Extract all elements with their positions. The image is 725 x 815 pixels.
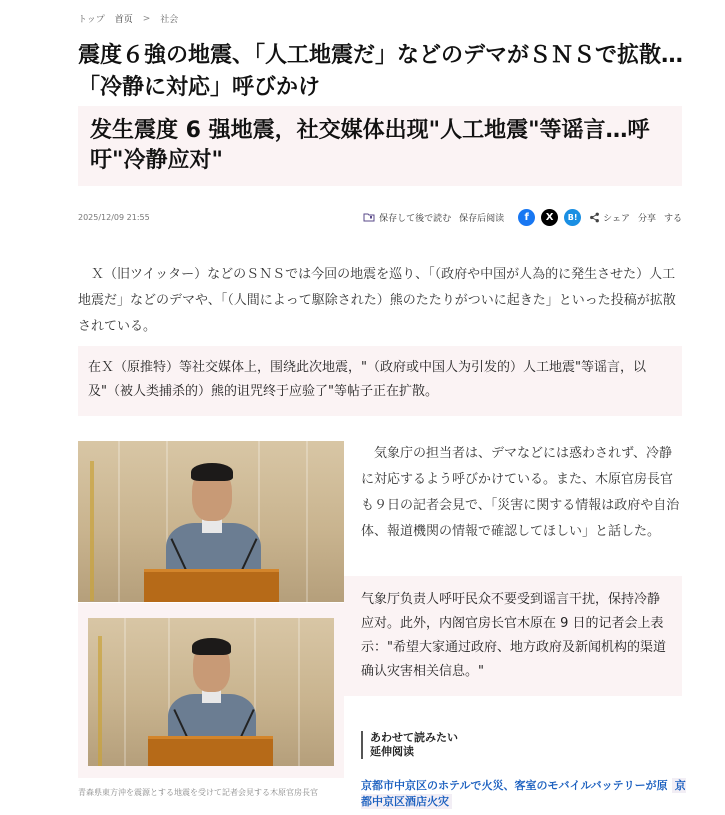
article-title-ja: 震度６強の地震、「人工地震だ」などのデマがＳＮＳで拡散…「冷静に対応」呼びかけ (78, 43, 684, 100)
breadcrumb-home-link[interactable]: 首页 (114, 15, 133, 25)
article-title-zh: 发生震度 6 强地震，社交媒体出现"人工地震"等谣言…呼吁"冷静应对" (78, 106, 682, 186)
article-meta-bar (78, 203, 682, 231)
share-label-zh[interactable]: 分享 (637, 213, 656, 224)
share-button[interactable] (589, 211, 630, 224)
paragraph-1-zh: 在Ｘ（原推特）等社交媒体上，围绕此次地震，"（政府或中国人为引发的）人工地震"等谣言，以及"（被人类捕杀的）熊的诅咒终于应验了"等帖子正在扩散。 (78, 346, 682, 416)
publish-date: 2025/12/09 21:55 (78, 212, 150, 222)
podium-copy (148, 736, 273, 766)
breadcrumb-separator-icon: > (142, 13, 151, 24)
related-item-title-ja[interactable]: 京都市中京区のホテルで火災、客室のモバイルバッテリーが原 (361, 779, 668, 792)
photo-caption: 青森県東方沖を震源とする地震を受けて記者会見する木原官房長官 (78, 788, 318, 797)
related-articles-header (361, 731, 458, 759)
paragraph-2-ja: 気象庁の担当者は、デマなどには惑わされず、冷静に対応するよう呼びかけている。また、木原官房長官も９日の記者会見で、「災害に関する情報は政府や自治体、報道機関の情報で確認してほしい」と話した。 (361, 446, 680, 539)
facebook-icon[interactable]: f (518, 209, 535, 226)
article-photo-copy[interactable] (88, 618, 334, 766)
paragraph-2-zh: 气象厅负责人呼吁民众不要受到谣言干扰，保持冷静应对。此外，内阁官房长官木原在 9 日的记者会上表示："希望大家通过政府、地方政府及新闻机构的渠道确认灾害相关信息。" (344, 576, 682, 696)
share-icon (589, 212, 600, 223)
hatena-bookmark-icon[interactable]: B! (564, 209, 581, 226)
bookmark-folder-icon (363, 211, 375, 223)
share-label-ja: シェア (603, 213, 630, 224)
save-for-later-button[interactable] (363, 211, 451, 224)
related-article-item[interactable] (361, 778, 691, 810)
social-share-group (518, 209, 581, 226)
share-suffix: する (663, 213, 682, 224)
save-label-zh[interactable]: 保存后阅读 (459, 213, 505, 224)
breadcrumb (78, 12, 178, 25)
breadcrumb-category-link[interactable]: 社会 (160, 15, 179, 25)
podium (144, 569, 279, 602)
article-actions (363, 209, 682, 226)
related-title-ja: あわせて読みたい (370, 731, 458, 744)
paragraph-1-ja: Ｘ（旧ツイッター）などのＳＮＳでは今回の地震を巡り、「（政府や中国が人為的に発生させた）人工地震だ」などのデマや、「（人間によって駆除された）熊のたたりがついに起きた」といった投稿が拡散されている。 (78, 267, 676, 334)
breadcrumb-top-link[interactable]: トップ (78, 15, 105, 25)
related-title-zh: 延伸阅读 (370, 745, 414, 758)
x-twitter-icon[interactable]: X (541, 209, 558, 226)
article-photo[interactable] (78, 441, 344, 602)
related-item-title-zh[interactable]: 京都中京区酒店火灾 (361, 779, 686, 808)
save-label-ja: 保存して後で読む (379, 213, 452, 224)
